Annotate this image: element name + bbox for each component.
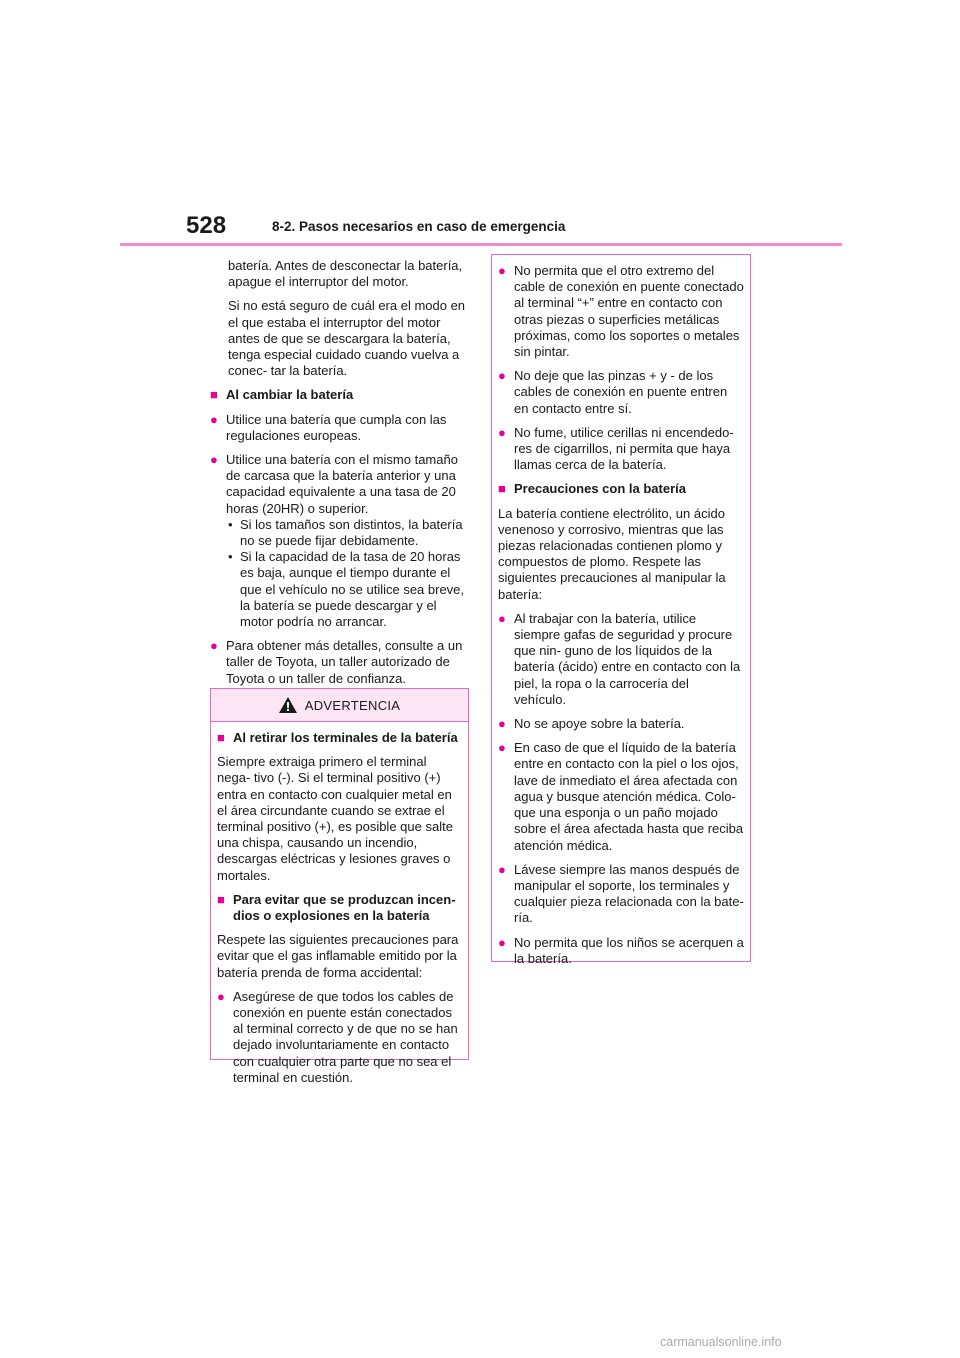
sub-list-item: • Si la capacidad de la tasa de 20 horas es baja, aunque el tiempo durante el que el vehículo no se utilice sea breve, la batería se puede descargar y el motor podría no arrancar. (228, 549, 465, 630)
circle-bullet-icon: ● (498, 740, 506, 756)
list-item: ● Utilice una batería con el mismo tamaño de carcasa que la batería anterior y una capacidad equivalente a una tasa de 20 horas (20HR) o superior. (210, 452, 458, 516)
circle-bullet-icon: ● (210, 411, 218, 427)
warning-paragraph: Siempre extraiga primero el terminal nega- tivo (-). Si el terminal positivo (+) entra en contacto con cualquier metal en el área circundante cuando se extrae el terminal positivo (+), es posible que salte una chispa, causando un incendio, descargas eléctricas y lesiones graves o mortales. (217, 754, 453, 883)
section-title: 8-2. Pasos necesarios en caso de emergencia (272, 219, 566, 234)
circle-bullet-icon: ● (498, 424, 506, 440)
square-bullet-icon: ■ (217, 891, 225, 907)
warning-paragraph: Respete las siguientes precauciones para evitar que el gas inflamable emitido por la batería prenda de forma accidental: (217, 932, 459, 980)
list-item: ● Asegúrese de que todos los cables de conexión en puente están conectados al terminal correcto y de que no se han dejado involuntariamente en contacto con cualquier otra parte que no sea el terminal en cuestión. (217, 988, 458, 1085)
circle-bullet-icon: ● (498, 263, 506, 278)
list-item: ● No fume, utilice cerillas ni encendedo- res de cigarrillos, ni permita que haya llamas cerca de la batería. (498, 424, 734, 473)
circle-bullet-icon: ● (210, 638, 218, 654)
circle-bullet-icon: ● (217, 988, 225, 1004)
list-item: ● No se apoye sobre la batería. (498, 716, 685, 732)
intro-paragraph: batería. Antes de desconectar la batería, apague el interruptor del motor. (228, 258, 463, 290)
intro-paragraph: Si no está seguro de cuál era el modo en el que estaba el interruptor del motor antes de que se descargara la batería, tenga especial cuidado cuando vuelva a conec- tar la batería. (228, 298, 466, 379)
list-item: ● No permita que los niños se acerquen a la batería. (498, 934, 744, 966)
page-number: 528 (186, 212, 227, 239)
circle-bullet-icon: ● (498, 368, 506, 384)
subheading: ■ Precauciones con la batería (498, 481, 686, 497)
list-item: ● Lávese siempre las manos después de manipular el soporte, los terminales y cualquier pieza relacionada con la bate- ría. (498, 861, 744, 926)
page-header (0, 0, 960, 250)
right-paragraph: La batería contiene electrólito, un ácido venenoso y corrosivo, mientras que las piezas relacionadas contienen plomo y compuestos de plomo. Respete las siguientes precauciones al manipular la batería: (498, 505, 726, 602)
list-item: ● Para obtener más detalles, consulte a un taller de Toyota, un taller autorizado de Toyota o un taller de confianza. (210, 638, 463, 686)
warning-title: ADVERTENCIA (304, 697, 401, 713)
warning-triangle-icon (279, 697, 297, 713)
circle-bullet-icon: ● (498, 610, 506, 626)
right-warning-box (491, 254, 751, 966)
square-bullet-icon: ■ (217, 730, 225, 745)
list-item: ● No permita que el otro extremo del cable de conexión en puente conectado al terminal “+” entre en contacto con otras piezas o superficies metálicas próximas, como los soportes o metales sin pintar. (498, 263, 744, 360)
circle-bullet-icon: ● (210, 452, 218, 468)
sub-list-item: • Si los tamaños son distintos, la batería no se puede fijar debidamente. (228, 516, 463, 549)
dot-bullet-icon: • (228, 516, 233, 532)
subheading: ■ Al retirar los terminales de la batería (217, 730, 458, 745)
list-item: ● No deje que las pinzas + y - de los cables de conexión en puente entren en contacto entre sí. (498, 368, 728, 416)
dot-bullet-icon: • (228, 549, 233, 565)
subheading: ■ Para evitar que se produzcan incen- dios o explosiones en la batería (217, 891, 456, 924)
left-column (210, 258, 472, 695)
warning-header (211, 689, 468, 722)
watermark: carmanualsonline.info (660, 1335, 782, 1349)
subheading: ■ Al cambiar la batería (210, 387, 354, 403)
circle-bullet-icon: ● (498, 861, 506, 877)
header-rule (120, 243, 842, 246)
list-item: ● Utilice una batería que cumpla con las regulaciones europeas. (210, 411, 447, 443)
square-bullet-icon: ■ (210, 387, 218, 403)
list-item: ● En caso de que el líquido de la batería entre en contacto con la piel o los ojos, lave de inmediato el área afectada con agua y busque atención médica. Colo- que una esponja o un paño mojado sobre el área afectada hasta que reciba atención médica. (498, 740, 744, 853)
warning-box (210, 688, 469, 1085)
square-bullet-icon: ■ (498, 481, 506, 497)
circle-bullet-icon: ● (498, 934, 506, 950)
list-item: ● Al trabajar con la batería, utilice siempre gafas de seguridad y procure que nin- guno de los líquidos de la batería (ácido) entre en contacto con la piel, la ropa o la carrocería del vehículo. (498, 610, 741, 707)
warning-body (211, 722, 468, 1086)
circle-bullet-icon: ● (498, 716, 506, 732)
